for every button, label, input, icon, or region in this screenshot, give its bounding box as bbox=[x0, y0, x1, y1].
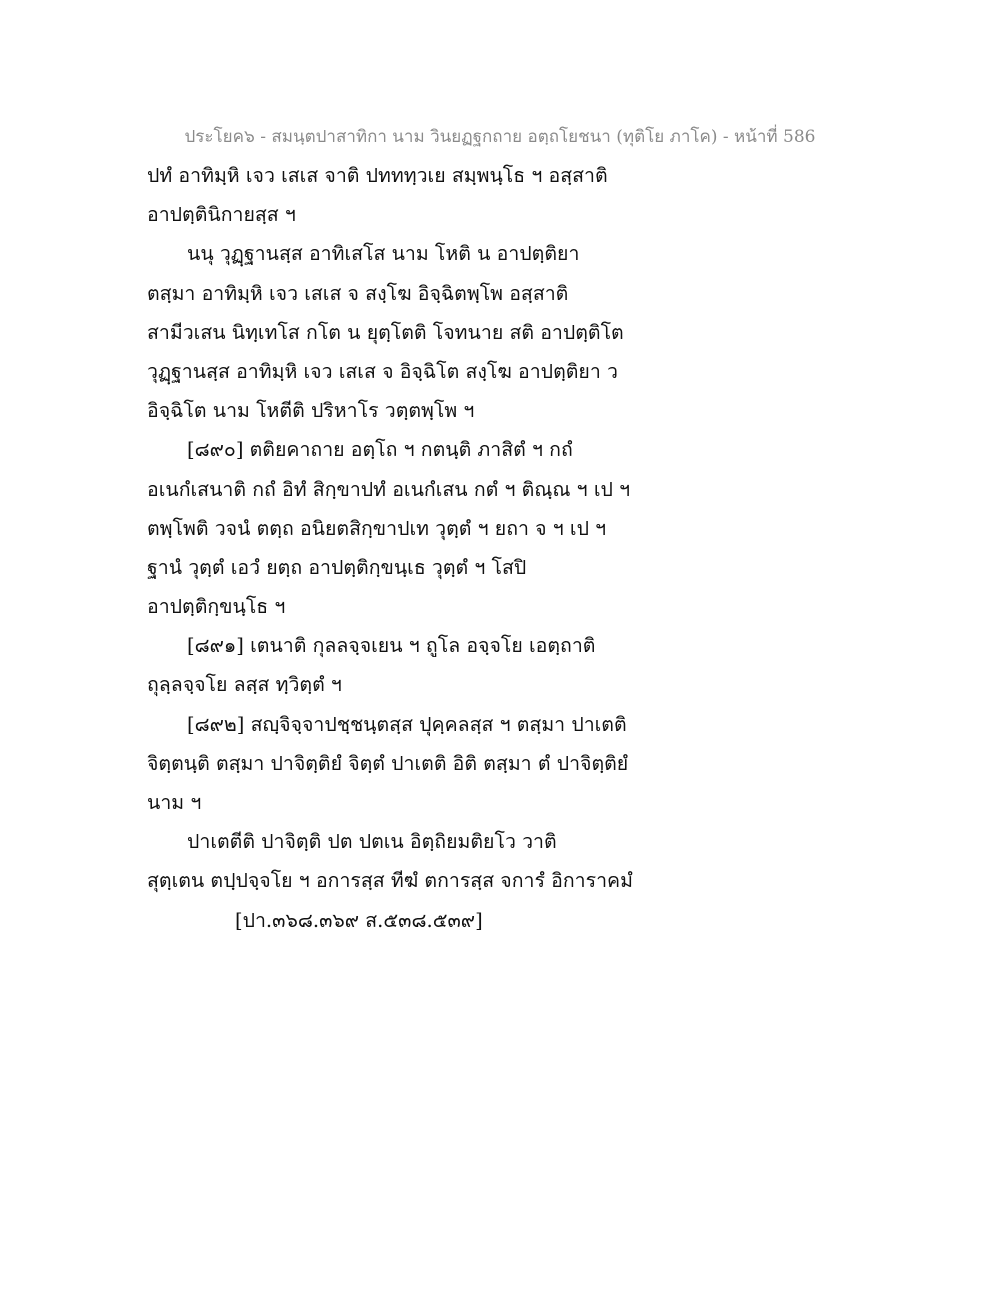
text-line: สุตฺเตน ตปฺปจฺจโย ฯ อการสฺส ทีฆํ ตการสฺส จการํ อิการาคมํ bbox=[147, 869, 633, 893]
text-line: ปทํ อาทิมฺหิ เจว เสเส จาติ ปทททฺวเย สมฺพนฺโธ ฯ อสฺสาติ bbox=[147, 164, 608, 187]
text-line: วุฏฺฐานสฺส อาทิมฺหิ เจว เสเส จ อิจฺฉิโต สงฺโฆ อาปตฺติยา ว bbox=[147, 359, 618, 383]
text-line: นนุ วุฏฺฐานสฺส อาทิเสโส นาม โหติ น อาปตฺติยา bbox=[187, 242, 580, 266]
text-line: ปาเตตีติ ปาจิตฺติ ปต ปตเน อิตฺถิยมติยโว วาติ bbox=[187, 830, 557, 854]
text-line: ถุลฺลจฺจโย ลสฺส ทฺวิตฺตํ ฯ bbox=[147, 673, 342, 697]
section-891-start: [๘๙๑] เตนาติ กุลลจฺจเยน ฯ ถูโล อจฺจโย เอตฺถาติ bbox=[187, 634, 596, 658]
text-line: อเนกํเสนาติ กถํ อิทํ สิกฺขาปทํ อเนกํเสน กตํ ฯ ติณฺณ ฯ เป ฯ bbox=[147, 477, 631, 501]
text-line: จิตฺตนฺติ ตสฺมา ปาจิตฺติยํ จิตฺตํ ปาเตติ อิติ ตสฺมา ตํ ปาจิตฺติยํ bbox=[147, 751, 629, 775]
section-892-start: [๘๙๒] สญฺจิจฺจาปชฺชนฺตสฺส ปุคฺคลสฺส ฯ ตสฺมา ปาเตติ bbox=[187, 712, 627, 736]
text-line: ฐานํ วุตฺตํ เอวํ ยตฺถ อาปตฺติกฺขนฺเธ วุตฺตํ ฯ โสปิ bbox=[147, 555, 527, 579]
text-line: ตสฺมา อาทิมฺหิ เจว เสเส จ สงฺโฆ อิจฺฉิตพฺโพ อสฺสาติ bbox=[147, 281, 569, 305]
page-header-text: ประโยค๖ - สมนฺตปาสาทิกา นาม วินยฏฐกถาย อตฺถโยชนา (ทุติโย ภาโค) - หน้าที่ 586 bbox=[184, 127, 816, 147]
section-890-start: [๘๙๐] ตติยคาถาย อตฺโถ ฯ กตนฺติ ภาสิตํ ฯ กถํ bbox=[187, 438, 573, 462]
page-body bbox=[147, 156, 867, 940]
page-header bbox=[0, 123, 1000, 150]
text-line: อาปตฺตินิกายสฺส ฯ bbox=[147, 203, 296, 227]
text-line: อาปตฺติกฺขนฺโธ ฯ bbox=[147, 595, 286, 619]
page-reference: [ปา.๓๖๘.๓๖๙ ส.๕๓๘.๕๓๙] bbox=[235, 908, 483, 932]
text-line: ตพฺโพติ วจนํ ตตฺถ อนิยตสิกฺขาปเท วุตฺตํ ฯ ยถา จ ฯ เป ฯ bbox=[147, 516, 607, 540]
text-line: นาม ฯ bbox=[147, 791, 202, 814]
text-line: สามีวเสน นิทฺเทโส กโต น ยุตฺโตติ โจทนาย สติ อาปตฺติโต bbox=[147, 320, 624, 344]
text-line: อิจฺฉิโต นาม โหตีติ ปริหาโร วตฺตพฺโพ ฯ bbox=[147, 399, 475, 423]
